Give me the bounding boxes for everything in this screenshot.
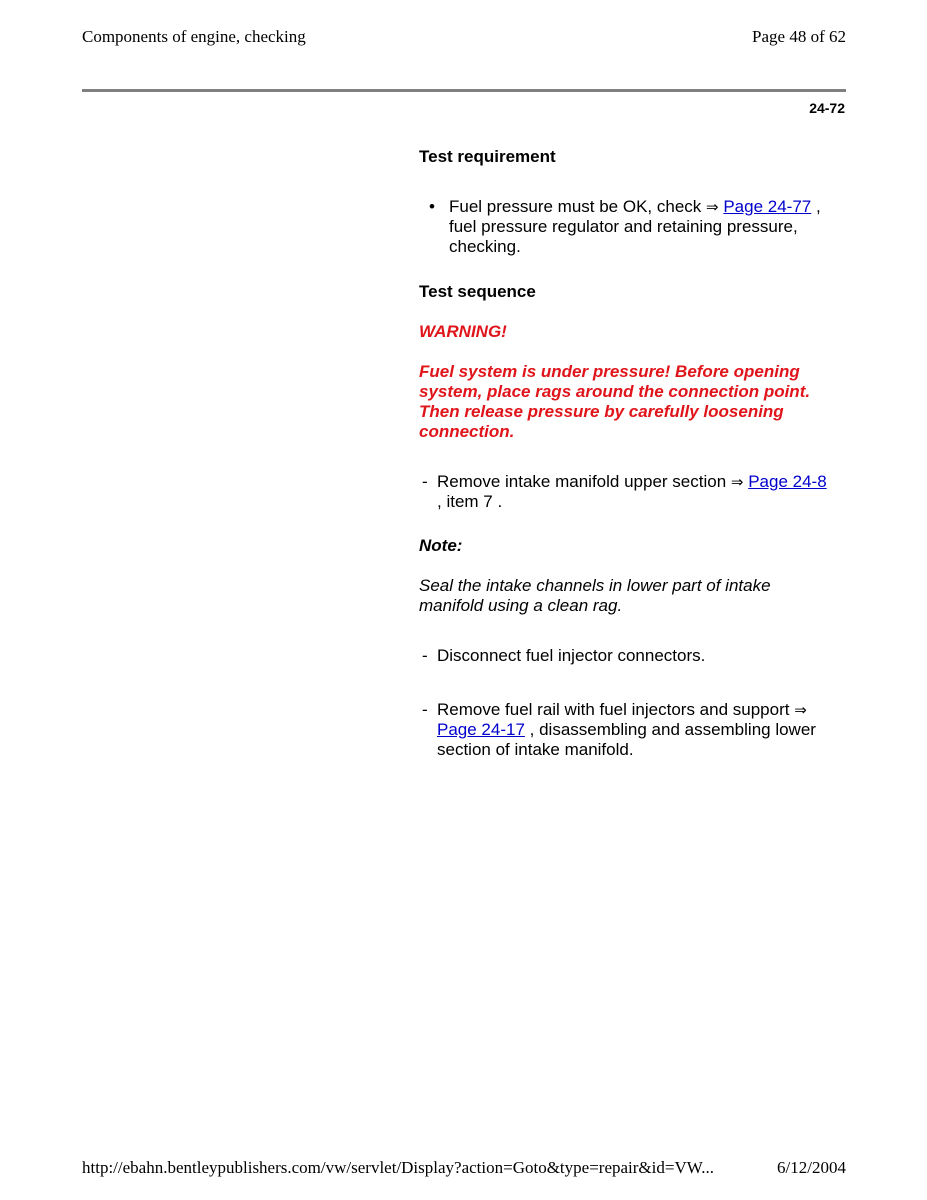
step-text-continued: , disassembling and assembling lower section of intake manifold. [437, 720, 816, 759]
page-24-8-link[interactable]: Page 24-8 [748, 472, 827, 491]
step-text: Remove intake manifold upper section [437, 472, 727, 491]
reference-arrow-icon: ⇒ [794, 701, 807, 719]
section-number: 24-72 [809, 100, 845, 116]
print-date: 6/12/2004 [777, 1158, 846, 1177]
page-header [82, 27, 846, 51]
test-requirement-heading: Test requirement [419, 147, 556, 166]
requirement-list-item [419, 197, 829, 257]
step-text: Remove fuel rail with fuel injectors and support [437, 700, 790, 719]
step-dash: - [422, 472, 428, 491]
step-remove-fuel-rail [419, 700, 829, 760]
page-24-77-link[interactable]: Page 24-77 [723, 197, 812, 216]
test-sequence-heading: Test sequence [419, 282, 536, 301]
step-dash: - [422, 646, 428, 665]
document-title: Components of engine, checking [82, 27, 306, 46]
bullet-icon: • [429, 197, 435, 216]
step-disconnect-connectors [419, 646, 829, 666]
requirement-text: Fuel pressure must be OK, check [449, 197, 702, 216]
requirement-text-continued: , fuel pressure regulator and retaining pressure, checking. [449, 197, 821, 256]
reference-arrow-icon: ⇒ [730, 473, 744, 491]
note-text: Seal the intake channels in lower part of intake manifold using a clean rag. [419, 576, 771, 615]
main-content [419, 147, 829, 760]
source-url: http://ebahn.bentleypublishers.com/vw/servlet/Display?action=Goto&type=repair&id=VW... [82, 1158, 714, 1177]
step-text: Disconnect fuel injector connectors. [437, 646, 706, 665]
header-divider [82, 89, 846, 92]
step-dash: - [422, 700, 428, 719]
step-remove-upper-section [419, 472, 829, 512]
warning-text: Fuel system is under pressure! Before opening system, place rags around the connection point. Then release pressure by carefully loosening connection. [419, 362, 811, 441]
step-text-continued: , item 7 . [437, 492, 503, 511]
page-number: Page 48 of 62 [752, 27, 846, 46]
warning-title: WARNING! [419, 322, 507, 341]
page-24-17-link[interactable]: Page 24-17 [437, 720, 525, 739]
reference-arrow-icon: ⇒ [706, 198, 719, 216]
note-title: Note: [419, 536, 463, 555]
